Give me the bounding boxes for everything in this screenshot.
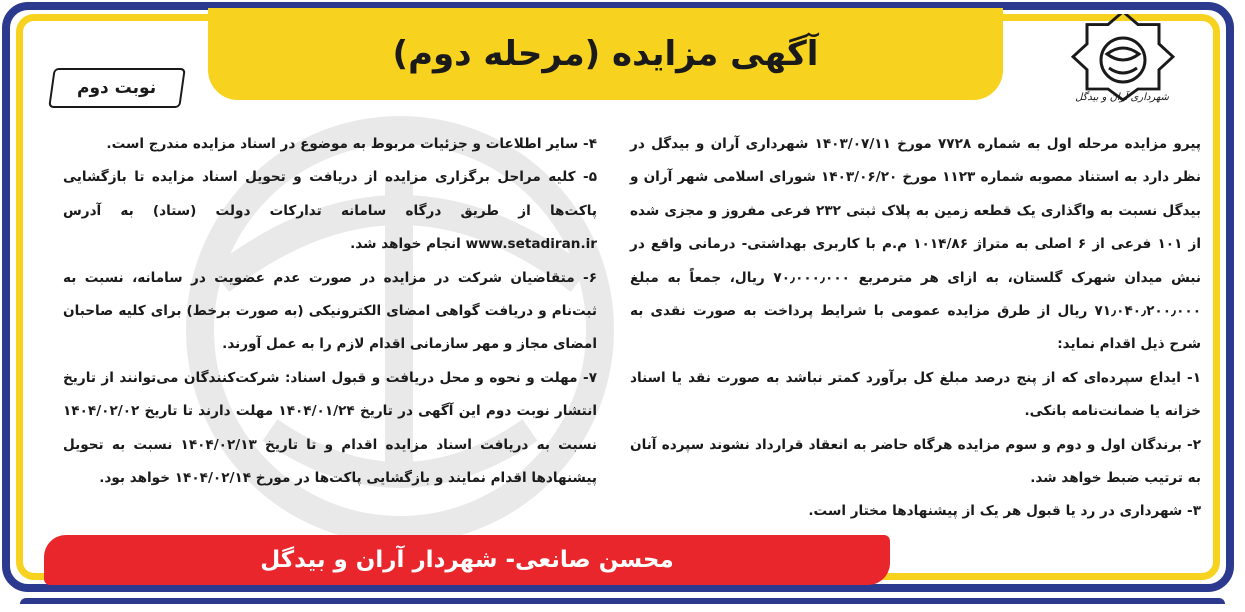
item-5-text: ۵- کلیه مراحل برگزاری مزایده از دریافت و تحویل اسناد مزایده تا بازگشایی پاکت‌ها از طریق درگاه سامانه تدارکات دولت (ستاد) به آدرس [63,169,597,219]
publication-round-badge [48,68,186,108]
logo-caption: شهرداری آران و بیدگل [1075,92,1169,103]
title-banner [208,8,1003,100]
condition-item-3: ۳- شهرداری در رد یا قبول هر یک از پیشنهادها مختار است. [808,503,1201,520]
signature-bar [44,535,890,585]
condition-item-4: ۴- سایر اطلاعات و جزئیات مربوط به موضوع در اسناد مزایده مندرج است. [106,136,597,152]
item-5-end: انجام خواهد شد. [350,236,461,253]
page-title: آگهی مزایده (مرحله دوم) [392,34,819,74]
condition-item-1: ۱- ایداع سپرده‌ای که از پنج درصد مبلغ کل برآورد کمتر نباشد به صورت نقد یا اسناد خزانه یا ضمانت‌نامه بانکی. [630,369,1201,420]
next-ad-border [0,596,1245,612]
condition-item-2: ۲- برندگان اول و دوم و سوم مزایده هرگاه حاضر به انعقاد قرارداد نشوند سپرده آنان به ترتیب ضبط خواهد شد. [630,436,1201,487]
badge-label: نوبت دوم [77,78,157,98]
signature-text: محسن صانعی- شهردار آران و بیدگل [260,547,674,573]
intro-paragraph: پیرو مزایده مرحله اول به شماره ۷۷۲۸ مورخ ۱۴۰۳/۰۷/۱۱ شهرداری آران و بیدگل در نظر دارد به استناد مصوبه شماره ۱۱۲۳ مورخ ۱۴۰۳/۰۶/۲۰ شورای اسلامی شهر آران و بیدگل نسبت به واگذاری یک قطعه زمین به پلاک ثبتی ۲۳۲ فرعی مفروز و مجزی شده از ۱۰۱ فرعی از ۶ اصلی به متراژ ۱۰۱۴/۸۶ م.م با کاربری بهداشتی- درمانی واقع در نبش میدان شهرک گلستان، به ازای هر مترمربع ۷۰٫۰۰۰٫۰۰۰ ریال، جمعاً به مبلغ ۷۱٫۰۴۰٫۲۰۰٫۰۰۰ ریال از طرق مزایده عمومی با شرایط پرداخت به صورت نقدی به شرح ذیل اقدام نماید: [630,136,1202,353]
setad-url-link[interactable]: www.setadiran.ir [465,236,597,253]
condition-item-7: ۷- مهلت و نحوه و محل دریافت و قبول اسناد: شرکت‌کنندگان می‌توانند از تاریخ انتشار نوبت دوم این آگهی در تاریخ ۱۴۰۴/۰۱/۲۴ مهلت دارند تا تاریخ ۱۴۰۴/۰۲/۰۲ نسبت به دریافت اسناد مزایده اقدام و تا تاریخ ۱۴۰۴/۰۲/۱۳ نسبت به تحویل پیشنهادها اقدام نمایند و بازگشایی پاکت‌ها در مورخ ۱۴۰۴/۰۲/۱۴ خواهد بود. [63,369,598,487]
right-column [630,128,1201,529]
condition-item-6: ۶- متقاضیان شرکت در مزایده در صورت عدم عضویت در سامانه، نسبت به ثبت‌نام و دریافت گواهی امضای الکترونیکی (به صورت برخط) برای کلیه صاحبان امضای مجاز و مهر سازمانی اقدام لازم را به عمل آورند. [63,269,597,353]
condition-item-5 [63,161,597,261]
left-column [63,128,597,495]
